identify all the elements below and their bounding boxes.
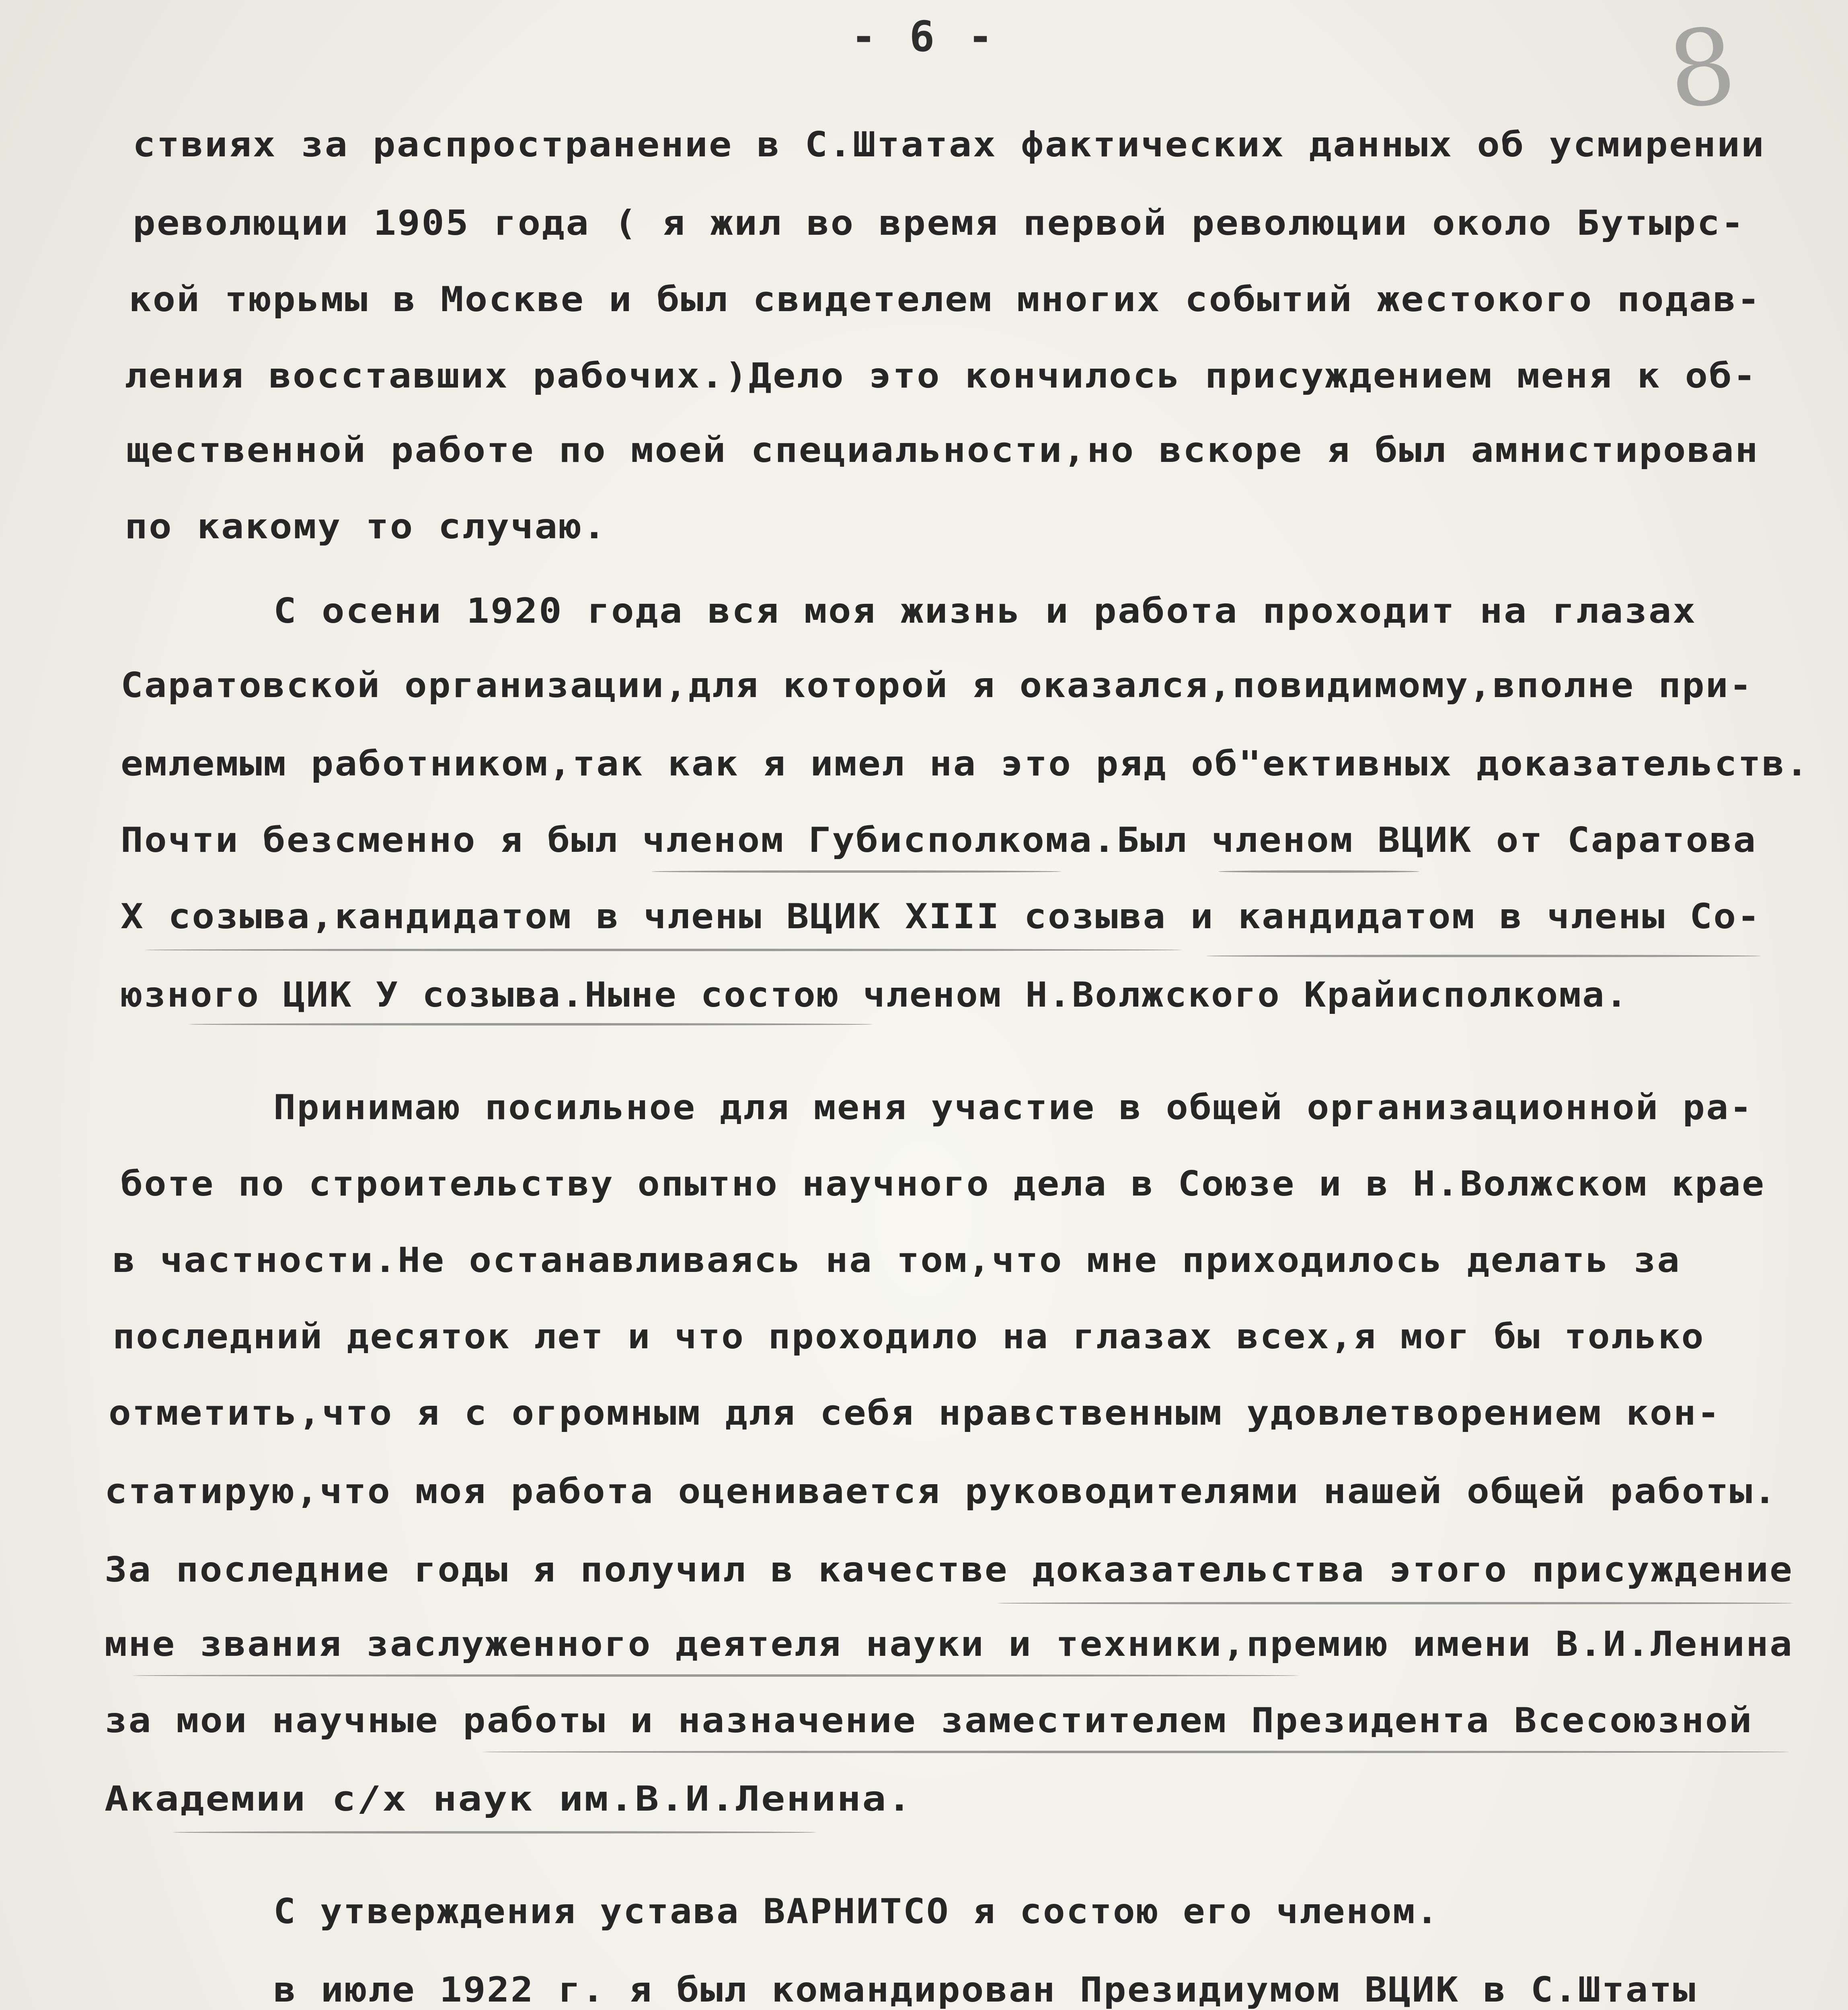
text-line-10: Почти безсменно я был членом Губисполкома.Был членом ВЦИК от Саратова (121, 820, 1757, 860)
text-line-16: последний десяток лет и что проходило на глазах всех,я мог бы только (113, 1317, 1705, 1357)
text-line-11: Х созыва,кандидатом в члены ВЦИК XIII созыва и кандидатом в члены Со- (121, 896, 1761, 937)
pencil-underline (997, 1602, 1793, 1604)
text-line-22: Академии с/х наук им.В.И.Ленина. (105, 1779, 913, 1819)
text-line-3: кой тюрьмы в Москве и был свидетелем многих событий жестокого подав- (129, 279, 1761, 320)
text-line-24: в июле 1922 г. я был командирован Президиумом ВЦИК в С.Штаты (273, 1970, 1697, 2010)
text-line-8: Саратовской организации,для которой я оказался,повидимому,вполне при- (121, 665, 1753, 706)
text-line-7: С осени 1920 года вся моя жизнь и работа проходит на глазах (273, 591, 1697, 631)
text-line-21: за мои научные работы и назначение заместителем Президента Всесоюзной (105, 1700, 1753, 1741)
text-line-18: статирую,что моя работа оценивается руководителями нашей общей работы. (105, 1471, 1778, 1512)
pencil-underline (145, 949, 1182, 951)
text-line-9: емлемым работником,так как я имел на это ряд об"ективных доказательств. (121, 744, 1810, 784)
text-line-12: юзного ЦИК У созыва.Ныне состою членом Н.Волжского Крайисполкома. (121, 975, 1629, 1015)
text-line-5: щественной работе по моей специальности,но вскоре я был амнистирован (127, 430, 1759, 470)
text-line-20: мне звания заслуженного деятеля науки и техники,премию имени В.И.Ленина (105, 1624, 1794, 1664)
pencil-underline (133, 1674, 1299, 1677)
pencil-underline (173, 1831, 816, 1834)
pencil-underline (483, 1751, 1789, 1753)
text-line-14: боте по строительству опытно научного дела в Союзе и в Н.Волжском крае (121, 1164, 1766, 1204)
pencil-underline (651, 870, 1062, 873)
text-line-1: ствиях за распространение в С.Штатах фактических данных об усмирении (133, 125, 1765, 165)
page-number: - 6 - (851, 12, 997, 61)
text-line-15: в частности.Не останавливаясь на том,что мне приходилось делать за (113, 1240, 1681, 1280)
text-line-6: по какому то случаю. (125, 507, 607, 547)
text-line-19: За последние годы я получил в качестве доказательства этого присуждение (105, 1550, 1794, 1590)
text-line-23: С утверждения устава ВАРНИТСО я состою его членом. (273, 1891, 1439, 1932)
handwritten-folio-number: 8 (1662, 5, 1741, 133)
text-line-17: отметить,что я с огромным для себя нравственным удовлетворением кон- (109, 1393, 1721, 1433)
pencil-underline (1206, 955, 1761, 957)
text-line-4: ления восставших рабочих.)Дело это кончилось присуждением меня к об- (125, 356, 1757, 396)
pencil-underline (1218, 870, 1419, 873)
text-line-2: революции 1905 года ( я жил во время первой революции около Бутырс- (133, 203, 1745, 243)
text-line-13: Принимаю посильное для меня участие в общей организационной ра- (273, 1087, 1753, 1128)
pencil-underline (189, 1023, 873, 1026)
